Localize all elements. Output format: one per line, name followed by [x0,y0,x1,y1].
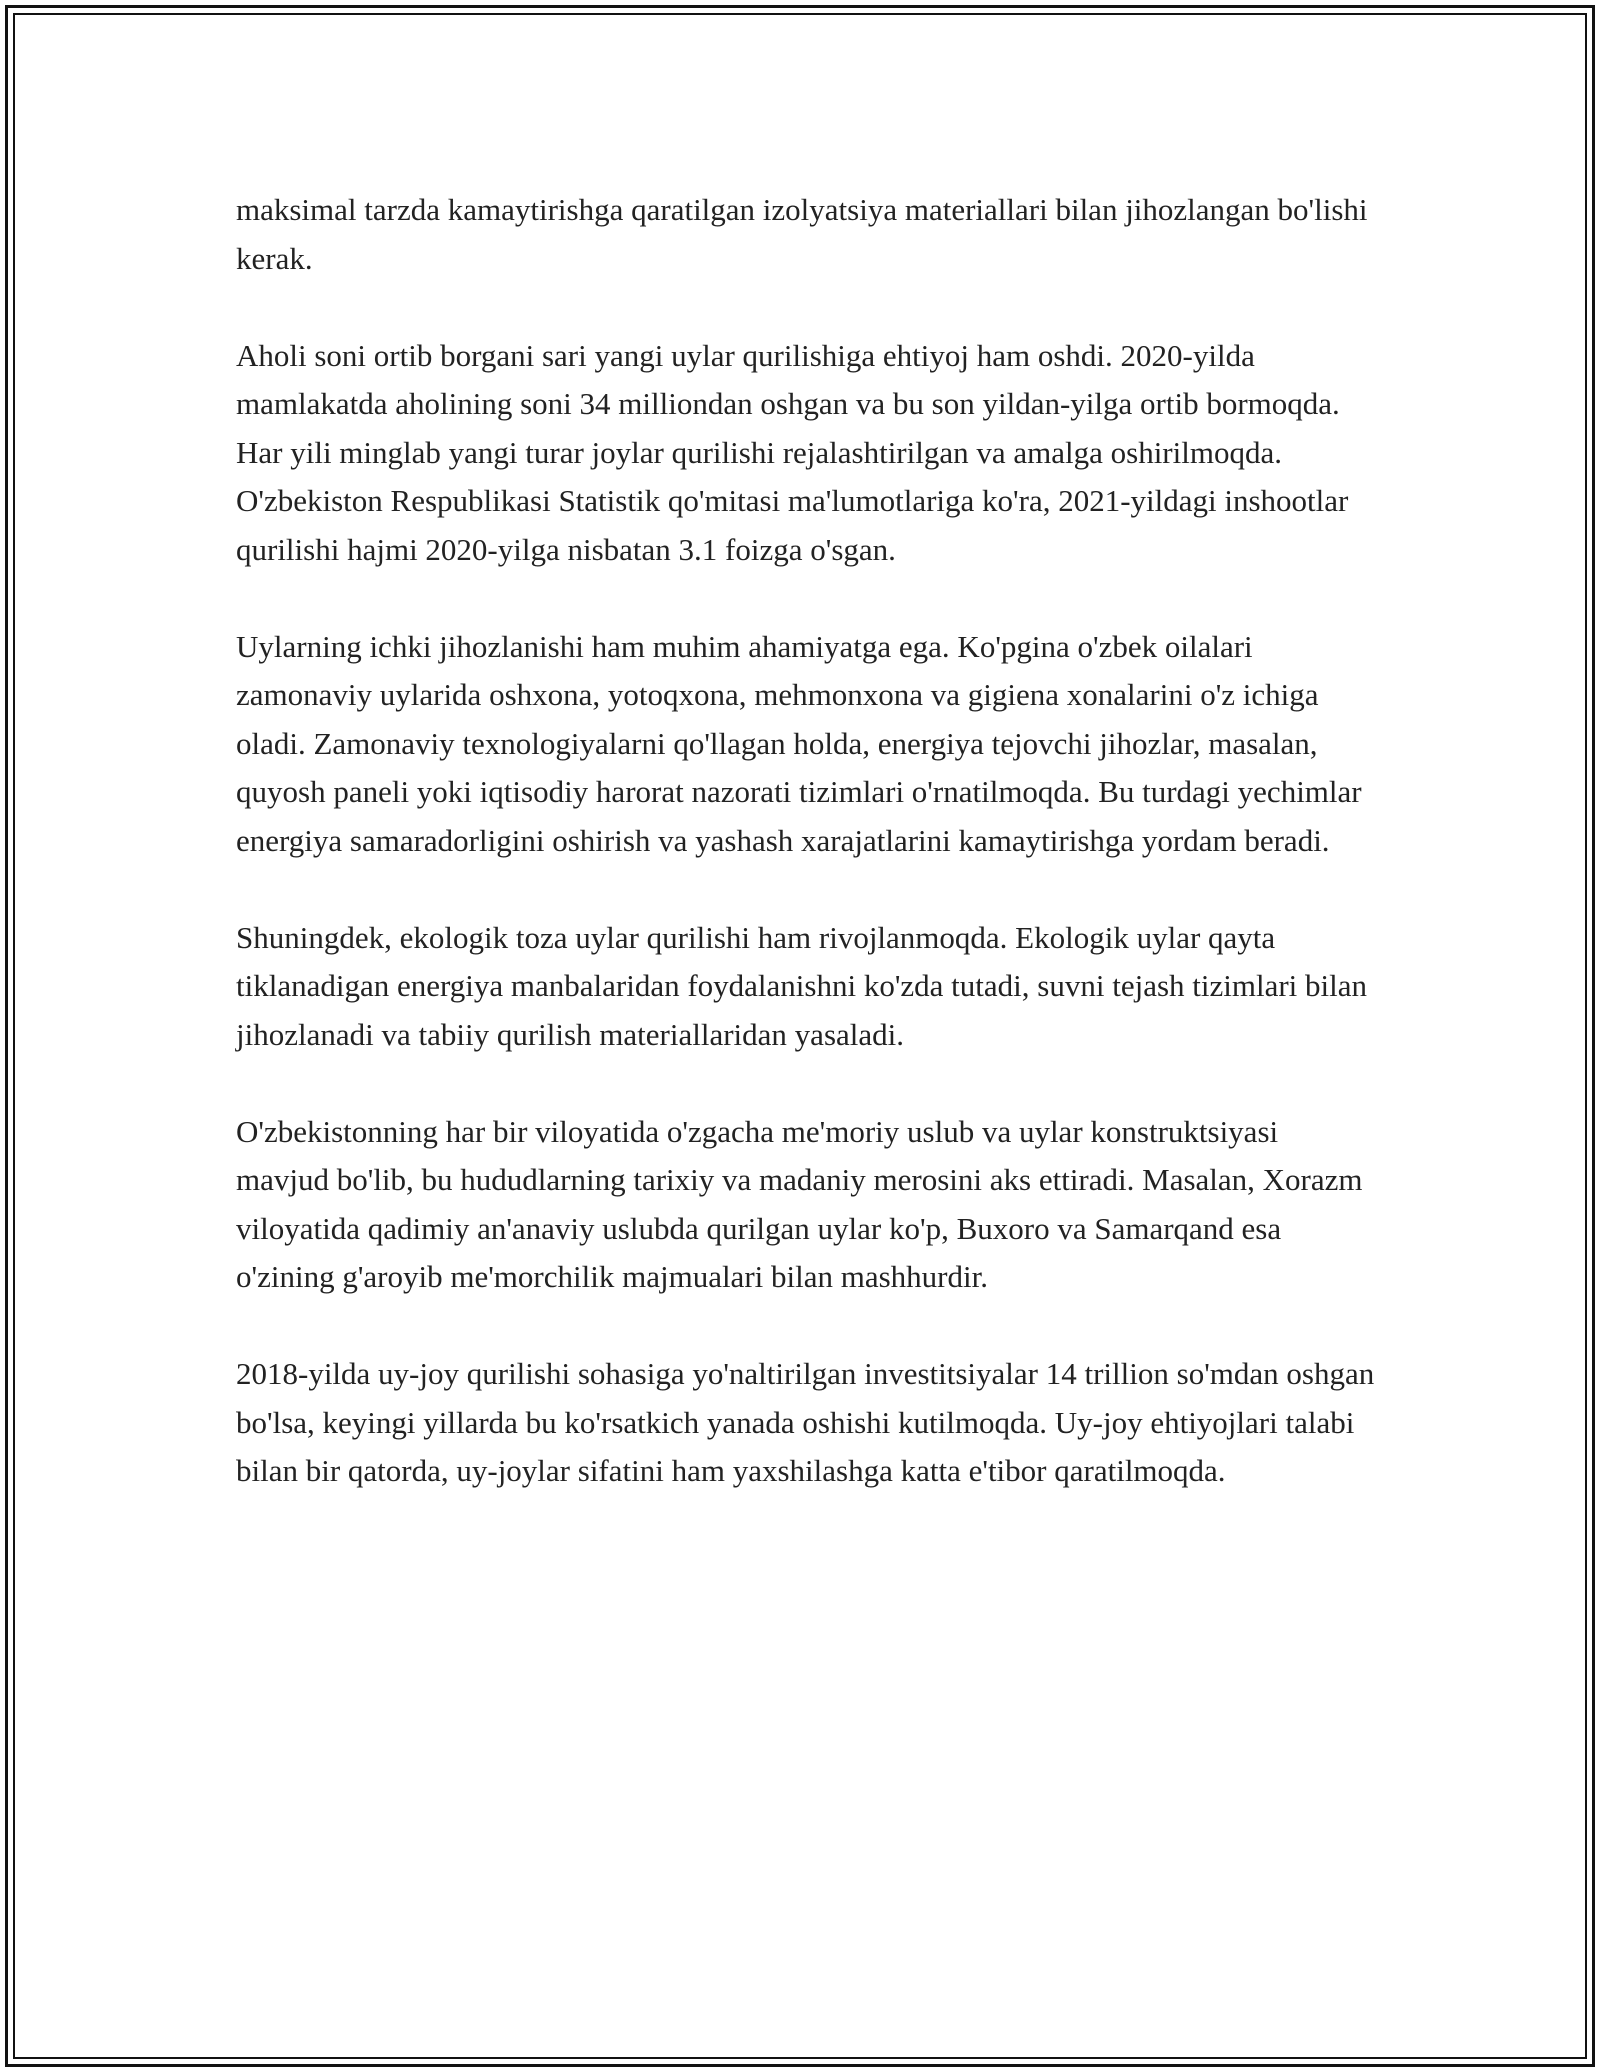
paragraph-4: Shuningdek, ekologik toza uylar qurilishi ham rivojlanmoqda. Ekologik uylar qayta tiklanadigan energiya manbalaridan foydalanishni ko'zda tutadi, suvni tejash tizimlari bilan jihozlanadi va tabiiy qurilish materiallaridan yasaladi. [236,919,1368,1052]
document-body [236,186,1376,1544]
paragraph-5: O'zbekistonning har bir viloyatida o'zgacha me'moriy uslub va uylar konstruktsiyasi mavjud bo'lib, bu hududlarning tarixiy va madaniy merosini aks ettiradi. Masalan, Xorazm viloyatida qadimiy an'anaviy uslubda qurilgan uylar ko'p, Buxoro va Samarqand esa o'zining g'aroyib me'morchilik majmualari bilan mashhurdir. [236,1113,1363,1294]
paragraph-1: maksimal tarzda kamaytirishga qaratilgan izolyatsiya materiallari bilan jihozlangan bo'lishi kerak. [236,192,1368,276]
paragraph-6: 2018-yilda uy-joy qurilishi sohasiga yo'naltirilgan investitsiyalar 14 trillion so'mdan oshgan bo'lsa, keyingi yillarda bu ko'rsatkich yanada oshishi kutilmoqda. Uy-joy ehtiyojlari talabi bilan bir qatorda, uy-joylar sifatini ham yaxshilashga katta e'tibor qaratilmoqda. [236,1356,1375,1488]
paragraph-3: Uylarning ichki jihozlanishi ham muhim ahamiyatga ega. Ko'pgina o'zbek oilalari zamonaviy uylarida oshxona, yotoqxona, mehmonxona va gigiena xonalarini o'z ichiga oladi. Zamonaviy texnologiyalarni qo'llagan holda, energiya tejovchi jihozlar, masalan, quyosh paneli yoki iqtisodiy harorat nazorati tizimlari o'rnatilmoqda. Bu turdagi yechimlar energiya samaradorligini oshirish va yashash xarajatlarini kamaytirishga yordam beradi. [236,628,1362,858]
paragraph-2: Aholi soni ortib borgani sari yangi uylar qurilishiga ehtiyoj ham oshdi. 2020-yilda mamlakatda aholining soni 34 milliondan oshgan va bu son yildan-yilga ortib bormoqda. Har yili minglab yangi turar joylar qurilishi rejalashtirilgan va amalga oshirilmoqda. O'zbekiston Respublikasi Statistik qo'mitasi ma'lumotlariga ko'ra, 2021-yildagi inshootlar qurilishi hajmi 2020-yilga nisbatan 3.1 foizga o'sgan. [236,337,1349,567]
